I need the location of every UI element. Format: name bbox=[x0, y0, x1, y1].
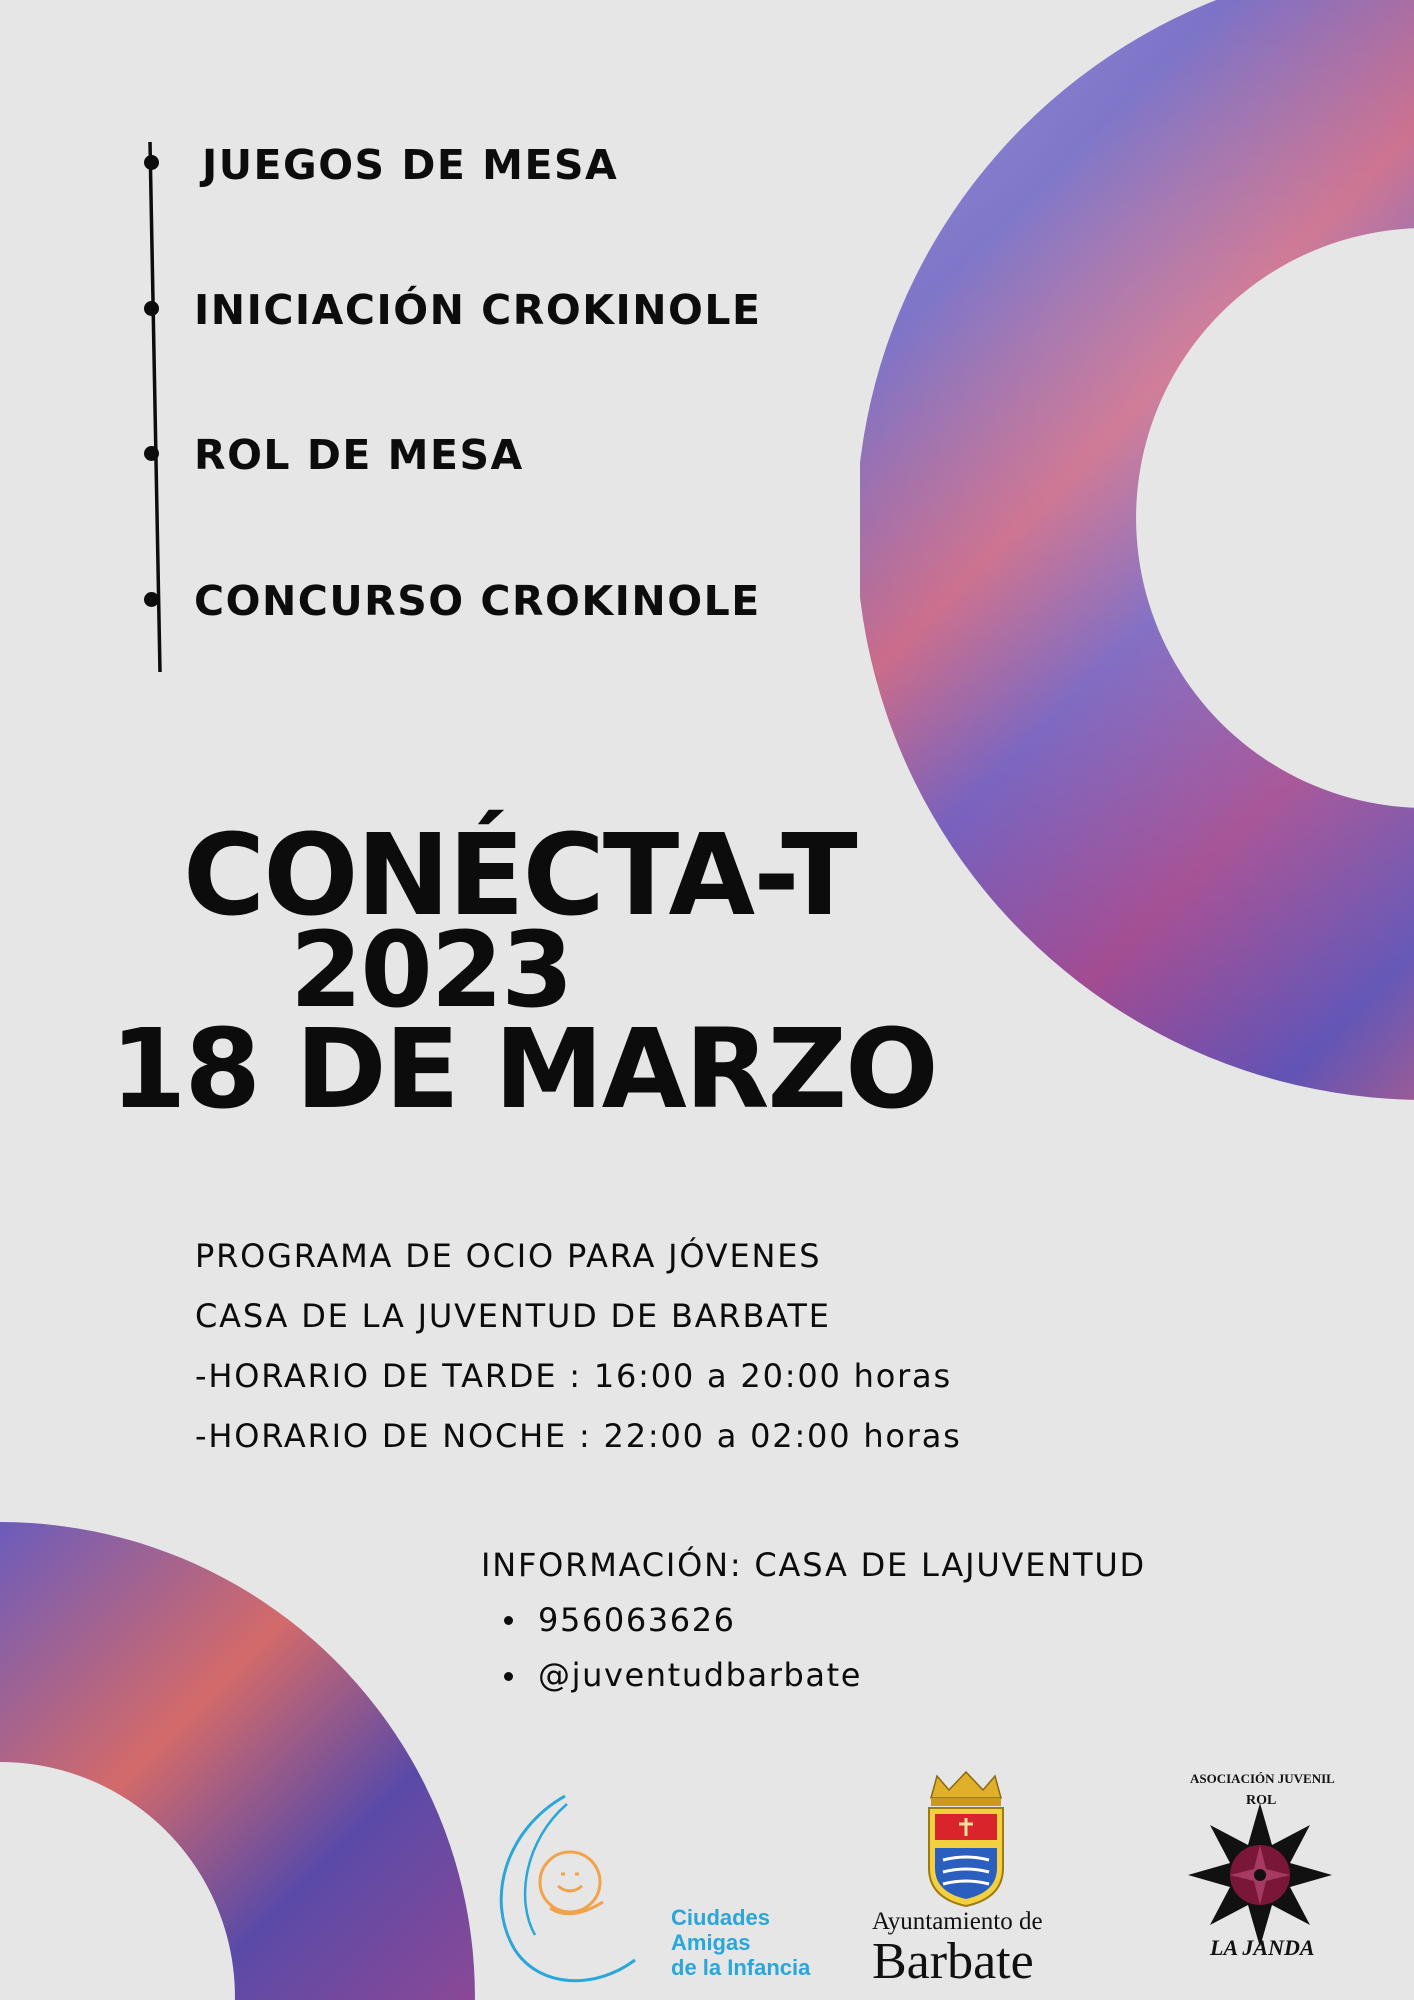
contact-social: @juventudbarbate bbox=[538, 1656, 863, 1694]
asociacion-top-text: ASOCIACIÓN JUVENIL bbox=[1190, 1771, 1335, 1786]
holographic-ring-top-right bbox=[860, 0, 1414, 1115]
asociacion-la-janda-logo bbox=[1180, 1765, 1340, 1965]
ciudades-line: Ciudades bbox=[671, 1905, 771, 1930]
ciudades-line: Amigas bbox=[671, 1930, 751, 1955]
event-title: CONÉCTA-T bbox=[183, 811, 856, 941]
ciudades-amigas-emblem-icon bbox=[485, 1790, 655, 1990]
program-line: PROGRAMA DE OCIO PARA JÓVENES bbox=[195, 1237, 822, 1275]
timeline-dot bbox=[144, 155, 159, 170]
bullet-icon bbox=[504, 1672, 513, 1681]
asociacion-bottom-text: LA JANDA bbox=[1210, 1935, 1315, 1960]
activity-item: JUEGOS DE MESA bbox=[202, 141, 619, 189]
schedule-night: -HORARIO DE NOCHE : 22:00 a 02:00 horas bbox=[195, 1417, 962, 1455]
ayuntamiento-barbate-logo bbox=[866, 1768, 1066, 1998]
holographic-ring-bottom-left bbox=[0, 1520, 480, 2000]
event-year: 2023 bbox=[290, 909, 572, 1031]
schedule-afternoon: -HORARIO DE TARDE : 16:00 a 20:00 horas bbox=[195, 1357, 952, 1395]
ayuntamiento-name: Barbate bbox=[872, 1933, 1034, 1990]
contact-heading: INFORMACIÓN: CASA DE LAJUVENTUD bbox=[481, 1546, 1147, 1584]
activity-item: CONCURSO CROKINOLE bbox=[194, 577, 761, 625]
asociacion-mid-text: ROL bbox=[1246, 1793, 1277, 1808]
activity-item: INICIACIÓN CROKINOLE bbox=[194, 286, 762, 334]
timeline-dot bbox=[144, 592, 159, 607]
ayuntamiento-label: Ayuntamiento de bbox=[872, 1908, 1043, 1935]
timeline-dot bbox=[144, 301, 159, 316]
ciudades-amigas-logo bbox=[485, 1790, 825, 1990]
event-date: 18 DE MARZO bbox=[110, 1005, 937, 1133]
timeline-dot bbox=[144, 446, 159, 461]
coat-of-arms-icon bbox=[921, 1768, 1011, 1908]
program-line: CASA DE LA JUVENTUD DE BARBATE bbox=[195, 1297, 831, 1335]
activity-item: ROL DE MESA bbox=[194, 431, 524, 479]
bullet-icon bbox=[504, 1616, 513, 1625]
contact-phone: 956063626 bbox=[538, 1601, 736, 1639]
ciudades-line: de la Infancia bbox=[671, 1955, 811, 1980]
